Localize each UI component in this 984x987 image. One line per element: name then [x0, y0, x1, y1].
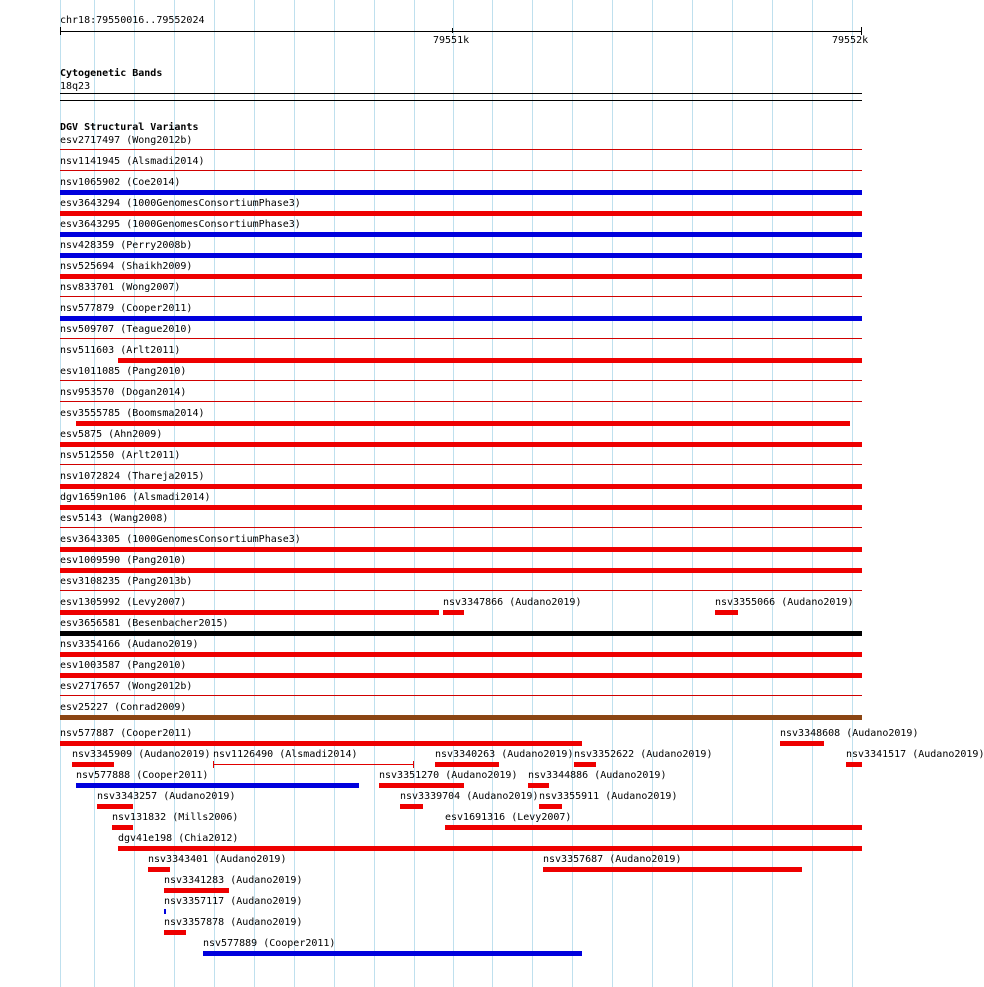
- variant-label[interactable]: nsv509707 (Teague2010): [60, 324, 193, 335]
- variant-feature-bar[interactable]: [76, 783, 359, 788]
- variant-label[interactable]: nsv3354166 (Audano2019): [60, 639, 199, 650]
- variant-feature-bar[interactable]: [528, 783, 549, 788]
- variant-label[interactable]: nsv577887 (Cooper2011): [60, 728, 193, 739]
- variant-feature-bar[interactable]: [60, 610, 439, 615]
- variant-label[interactable]: esv2717657 (Wong2012b): [60, 681, 193, 692]
- cytoband-line-top: [60, 93, 862, 94]
- variant-label[interactable]: esv1691316 (Levy2007): [445, 812, 572, 823]
- variant-feature-bar[interactable]: [445, 825, 862, 830]
- variant-feature-bar[interactable]: [435, 762, 499, 767]
- cytoband-line-bottom: [60, 100, 862, 101]
- variant-label[interactable]: nsv3343401 (Audano2019): [148, 854, 287, 865]
- variant-label[interactable]: nsv577888 (Cooper2011): [76, 770, 209, 781]
- variant-label[interactable]: nsv3355066 (Audano2019): [715, 597, 854, 608]
- ruler-axis: [60, 31, 862, 32]
- variant-feature-bar[interactable]: [60, 484, 862, 489]
- variant-label[interactable]: nsv3352622 (Audano2019): [574, 749, 713, 760]
- variant-label[interactable]: esv3555785 (Boomsma2014): [60, 408, 205, 419]
- variant-feature-bar[interactable]: [203, 951, 582, 956]
- variant-label[interactable]: nsv3347866 (Audano2019): [443, 597, 582, 608]
- variant-label[interactable]: nsv428359 (Perry2008b): [60, 240, 193, 251]
- variant-label[interactable]: nsv3340263 (Audano2019): [435, 749, 574, 760]
- variant-feature-line[interactable]: [60, 170, 862, 171]
- variant-feature-line[interactable]: [60, 149, 862, 150]
- ruler-tick-end: [861, 27, 862, 35]
- variant-feature-line[interactable]: [60, 695, 862, 696]
- variant-feature-bar[interactable]: [76, 421, 850, 426]
- variant-label[interactable]: nsv3348608 (Audano2019): [780, 728, 919, 739]
- ruler-tick-1: [452, 28, 453, 33]
- variant-label[interactable]: nsv3339704 (Audano2019): [400, 791, 539, 802]
- variant-label[interactable]: nsv1065902 (Coe2014): [60, 177, 181, 188]
- variant-label[interactable]: nsv953570 (Dogan2014): [60, 387, 187, 398]
- variant-feature-line[interactable]: [60, 590, 862, 591]
- variant-feature-bar[interactable]: [60, 652, 862, 657]
- variant-label[interactable]: esv1003587 (Pang2010): [60, 660, 187, 671]
- variant-label[interactable]: nsv3344886 (Audano2019): [528, 770, 667, 781]
- variant-label[interactable]: nsv511603 (Arlt2011): [60, 345, 181, 356]
- variant-feature-bar[interactable]: [164, 930, 186, 935]
- variant-feature-line[interactable]: [60, 380, 862, 381]
- variant-feature-bar[interactable]: [60, 253, 862, 258]
- variant-feature-bar[interactable]: [164, 888, 229, 893]
- variant-label[interactable]: esv5875 (Ahn2009): [60, 429, 163, 440]
- variant-label[interactable]: nsv512550 (Arlt2011): [60, 450, 181, 461]
- variant-feature-bar[interactable]: [60, 211, 862, 216]
- position-label: chr18:79550016..79552024: [60, 15, 205, 26]
- variant-label[interactable]: nsv1072824 (Thareja2015): [60, 471, 205, 482]
- variant-feature-bar[interactable]: [118, 846, 862, 851]
- variant-feature-line[interactable]: [60, 401, 862, 402]
- variant-label[interactable]: nsv3341517 (Audano2019): [846, 749, 984, 760]
- variant-feature-bar[interactable]: [539, 804, 562, 809]
- variant-feature-bar[interactable]: [148, 867, 170, 872]
- ruler-tick-start: [60, 27, 61, 35]
- variant-label[interactable]: nsv3357878 (Audano2019): [164, 917, 303, 928]
- variant-feature-bar[interactable]: [60, 547, 862, 552]
- variant-label[interactable]: nsv525694 (Shaikh2009): [60, 261, 193, 272]
- variant-label[interactable]: nsv1126490 (Alsmadi2014): [213, 749, 358, 760]
- variant-label[interactable]: nsv577889 (Cooper2011): [203, 938, 336, 949]
- variant-label[interactable]: nsv1141945 (Alsmadi2014): [60, 156, 205, 167]
- variant-label[interactable]: dgv1659n106 (Alsmadi2014): [60, 492, 211, 503]
- variant-feature-bar[interactable]: [60, 442, 862, 447]
- variant-label[interactable]: nsv131832 (Mills2006): [112, 812, 239, 823]
- variant-feature-bar[interactable]: [379, 783, 464, 788]
- variant-label[interactable]: nsv577879 (Cooper2011): [60, 303, 193, 314]
- variant-feature-line[interactable]: [60, 338, 862, 339]
- variant-label[interactable]: esv3643305 (1000GenomesConsortiumPhase3): [60, 534, 301, 545]
- variant-label[interactable]: nsv3341283 (Audano2019): [164, 875, 303, 886]
- variant-label[interactable]: esv3643295 (1000GenomesConsortiumPhase3): [60, 219, 301, 230]
- variant-label[interactable]: esv1305992 (Levy2007): [60, 597, 187, 608]
- variant-feature-bar[interactable]: [574, 762, 596, 767]
- whisker-cap-right: [413, 761, 414, 768]
- cytoband-track-title[interactable]: Cytogenetic Bands: [60, 68, 163, 79]
- variant-feature-bar[interactable]: [60, 232, 862, 237]
- variant-label[interactable]: nsv3357117 (Audano2019): [164, 896, 303, 907]
- variant-feature-line[interactable]: [60, 296, 862, 297]
- ruler-tick-label-2: 79552k: [832, 35, 869, 46]
- variant-label[interactable]: esv3656581 (Besenbacher2015): [60, 618, 229, 629]
- variant-label[interactable]: nsv833701 (Wong2007): [60, 282, 181, 293]
- variant-feature-bar[interactable]: [60, 715, 862, 720]
- dgv-track-title[interactable]: DGV Structural Variants: [60, 122, 199, 133]
- variant-label[interactable]: nsv3357687 (Audano2019): [543, 854, 682, 865]
- variant-feature-bar[interactable]: [118, 358, 862, 363]
- variant-feature-bar[interactable]: [60, 568, 862, 573]
- variant-feature-bar[interactable]: [60, 741, 582, 746]
- variant-feature-bar[interactable]: [97, 804, 133, 809]
- variant-feature-bar[interactable]: [60, 190, 862, 195]
- variant-label[interactable]: esv3643294 (1000GenomesConsortiumPhase3): [60, 198, 301, 209]
- variant-feature-bar[interactable]: [543, 867, 802, 872]
- variant-feature-bar[interactable]: [60, 274, 862, 279]
- variant-label[interactable]: esv25227 (Conrad2009): [60, 702, 187, 713]
- variant-feature-bar[interactable]: [780, 741, 824, 746]
- variant-label[interactable]: esv1011085 (Pang2010): [60, 366, 187, 377]
- variant-label[interactable]: esv5143 (Wang2008): [60, 513, 169, 524]
- cytoband-label: 18q23: [60, 81, 91, 92]
- variant-label[interactable]: dgv41e198 (Chia2012): [118, 833, 239, 844]
- variant-feature-bar[interactable]: [60, 316, 862, 321]
- variant-feature-bar[interactable]: [112, 825, 133, 830]
- variant-feature-bar[interactable]: [60, 631, 862, 636]
- variant-label[interactable]: nsv3345909 (Audano2019): [72, 749, 211, 760]
- variant-feature-bar[interactable]: [715, 610, 738, 615]
- variant-feature-whisker[interactable]: [213, 764, 413, 765]
- variant-feature-line[interactable]: [60, 464, 862, 465]
- variant-label[interactable]: esv3108235 (Pang2013b): [60, 576, 193, 587]
- variant-label[interactable]: nsv3355911 (Audano2019): [539, 791, 678, 802]
- variant-feature-bar[interactable]: [60, 505, 862, 510]
- ruler-tick-label-1: 79551k: [433, 35, 470, 46]
- variant-feature-bar[interactable]: [400, 804, 423, 809]
- variant-label[interactable]: nsv3343257 (Audano2019): [97, 791, 236, 802]
- variant-feature-bar[interactable]: [846, 762, 862, 767]
- variant-label[interactable]: esv2717497 (Wong2012b): [60, 135, 193, 146]
- variant-label[interactable]: nsv3351270 (Audano2019): [379, 770, 518, 781]
- variant-label[interactable]: esv1009590 (Pang2010): [60, 555, 187, 566]
- variant-feature-bar[interactable]: [60, 673, 862, 678]
- whisker-cap-left: [213, 761, 214, 768]
- variant-feature-line[interactable]: [60, 527, 862, 528]
- variant-feature-bar[interactable]: [443, 610, 464, 615]
- variant-feature-bar[interactable]: [164, 909, 166, 914]
- variant-feature-bar[interactable]: [72, 762, 114, 767]
